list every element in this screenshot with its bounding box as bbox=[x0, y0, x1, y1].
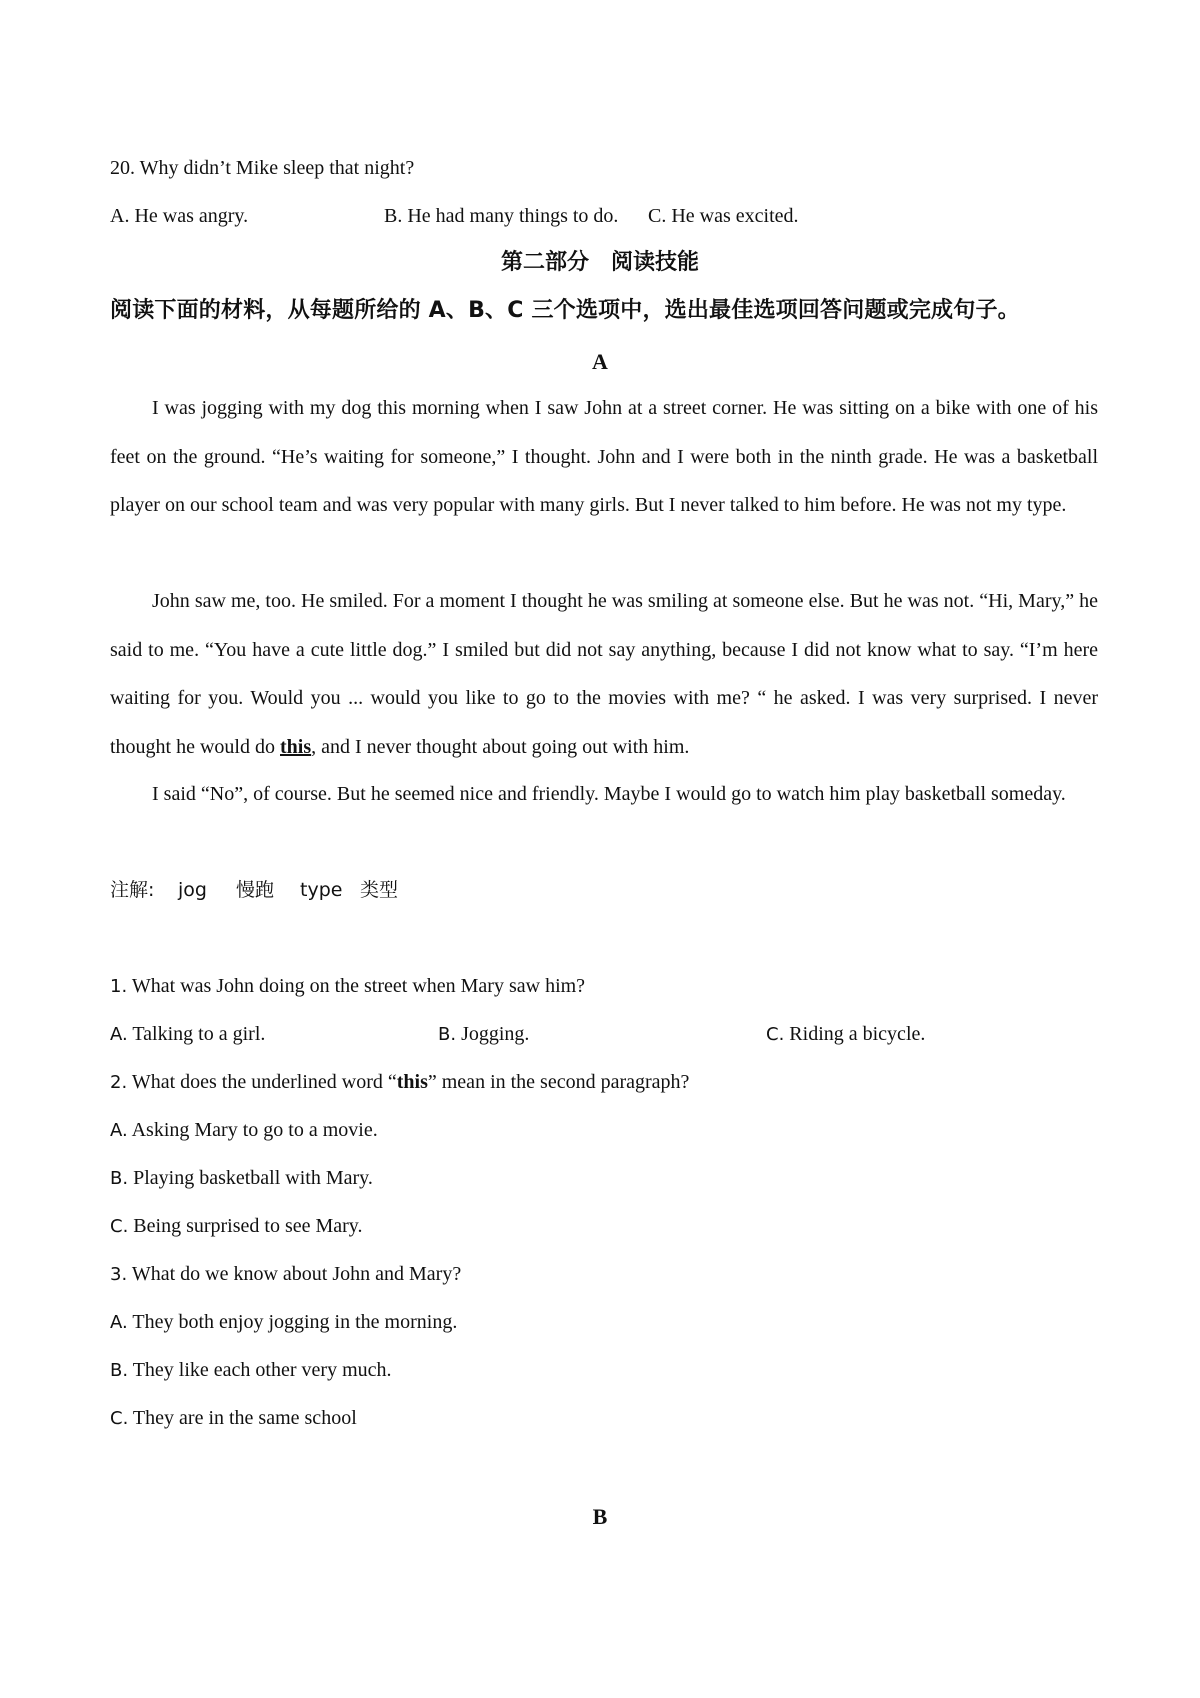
part-two-instruction: 阅读下面的材料，从每题所给的 A、B、C 三个选项中，选出最佳选项回答问题或完成句子。 bbox=[110, 298, 1020, 323]
passage-a-paragraph-2 bbox=[110, 577, 1098, 771]
note-word-jog: jog bbox=[178, 879, 207, 901]
q3-option-c: C. They are in the same school bbox=[110, 1407, 357, 1429]
q20-option-b: B. He had many things to do. bbox=[384, 205, 619, 227]
passage-a-label: A bbox=[592, 349, 608, 374]
note-meaning-type: 类型 bbox=[360, 879, 399, 901]
question-2: 2. What does the underlined word “this” mean in the second paragraph? bbox=[110, 1071, 690, 1093]
q3-option-a: A. They both enjoy jogging in the morning. bbox=[110, 1311, 458, 1333]
question-1: 1. What was John doing on the street when Mary saw him? bbox=[110, 975, 586, 997]
paragraph-2-text-after: , and I never thought about going out with him. bbox=[311, 735, 690, 758]
question-3: 3. What do we know about John and Mary? bbox=[110, 1263, 462, 1285]
q2-option-b: B. Playing basketball with Mary. bbox=[110, 1167, 373, 1189]
q1-option-a: A. Talking to a girl. bbox=[110, 1023, 266, 1045]
underlined-word-this: this bbox=[280, 735, 312, 758]
note-word-type: type bbox=[300, 879, 343, 901]
passage-a-paragraph-1: I was jogging with my dog this morning when I saw John at a street corner. He was sitting on a bike with one of his feet on the ground. “He’s waiting for someone,” I thought. John and I were both in the ninth grade. He was a basketball player on our school team and was very popular with many girls. But I never talked to him before. He was not my type. bbox=[110, 397, 1098, 516]
passage-a-paragraph-3: I said “No”, of course. But he seemed nice and friendly. Maybe I would go to watch him play basketball someday. bbox=[152, 783, 1066, 805]
question-20: 20. Why didn’t Mike sleep that night? bbox=[110, 157, 415, 179]
q20-option-a: A. He was angry. bbox=[110, 205, 249, 227]
note-meaning-jog: 慢跑 bbox=[236, 879, 275, 901]
q1-option-b: B. Jogging. bbox=[438, 1023, 530, 1045]
q20-option-c: C. He was excited. bbox=[648, 205, 799, 227]
q3-option-b: B. They like each other very much. bbox=[110, 1359, 392, 1381]
part-two-title: 第二部分 阅读技能 bbox=[500, 250, 699, 275]
notes-label: 注解: bbox=[110, 879, 155, 901]
passage-b-label: B bbox=[592, 1504, 608, 1529]
q1-option-c: C. Riding a bicycle. bbox=[766, 1023, 926, 1045]
paragraph-2-text-before: John saw me, too. He smiled. For a moment I thought he was smiling at someone else. But he was not. “Hi, Mary,” he said to me. “You have a cute little dog.” I smiled but did not say anything, because I did not know what to say. “I’m here waiting for you. Would you ... would you like to go to the movies with me? “ he asked. I was very surprised. I never thought he would do bbox=[110, 590, 1098, 758]
q2-option-a: A. Asking Mary to go to a movie. bbox=[110, 1119, 378, 1141]
q2-option-c: C. Being surprised to see Mary. bbox=[110, 1215, 363, 1237]
